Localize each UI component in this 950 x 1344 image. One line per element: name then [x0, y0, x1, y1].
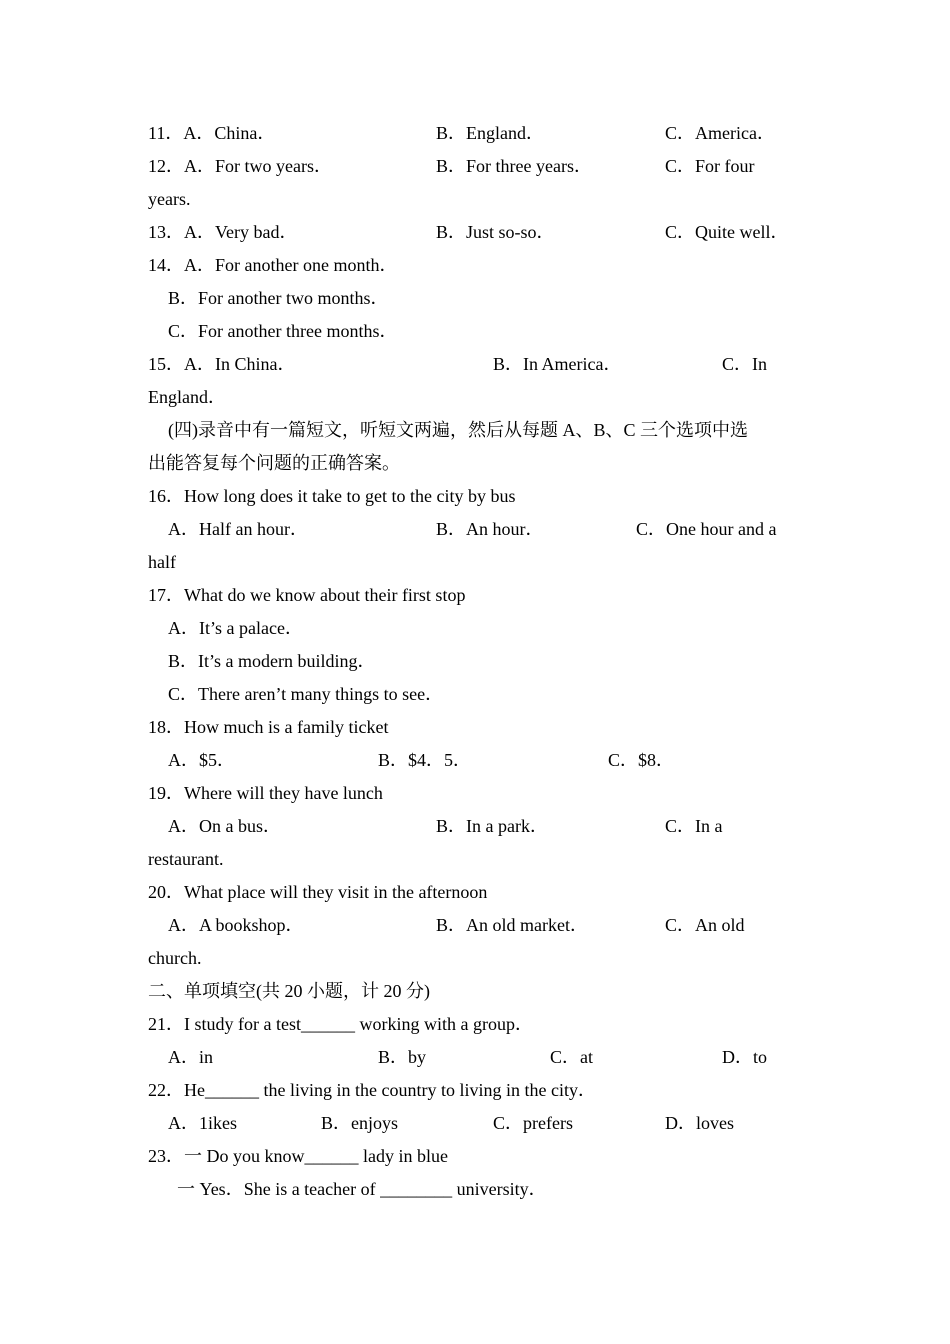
q17-option-a: A．It’s a palace．: [168, 618, 303, 638]
q16-stem: 16．How long does it take to get to the city by bus: [148, 486, 516, 506]
q16-option-b: B．An hour．: [436, 519, 544, 539]
q20-option-c: C．An old: [665, 915, 745, 935]
q18-option-a: A．$5．: [168, 750, 235, 770]
q23-reply: 一 Yes．She is a teacher of ________ university．: [177, 1179, 547, 1199]
q17-option-b: B．It’s a modern building．: [168, 651, 376, 671]
q22-option-c: C．prefers: [493, 1113, 573, 1133]
q21-option-a: A．in: [168, 1047, 213, 1067]
section4-instructions-line2: 出能答复每个问题的正确答案。: [148, 453, 400, 473]
q15-option-b: B．In America．: [493, 354, 622, 374]
q14-option-a: 14．A．For another one month．: [148, 255, 398, 275]
q22-stem: 22．He______ the living in the country to living in the city．: [148, 1080, 596, 1100]
q20-stem: 20．What place will they visit in the afternoon: [148, 882, 488, 902]
q21-option-d: D．to: [722, 1047, 767, 1067]
q18-option-b: B．$4．5．: [378, 750, 472, 770]
q17-option-c: C．There aren’t many things to see．: [168, 684, 444, 704]
q12-option-b: B．For three years．: [436, 156, 592, 176]
q16-option-c: C．One hour and a: [636, 519, 777, 539]
q11-option-b: B．England．: [436, 123, 544, 143]
q15-option-a: 15．A．In China．: [148, 354, 296, 374]
q14-option-c: C．For another three months．: [168, 321, 398, 341]
q13-option-a: 13．A．Very bad．: [148, 222, 298, 242]
q21-option-c: C．at: [550, 1047, 593, 1067]
q14-option-b: B．For another two months．: [168, 288, 389, 308]
section4-instructions-line1: (四)录音中有一篇短文，听短文两遍，然后从每题 A、B、C 三个选项中选: [168, 420, 748, 440]
q15-option-c-cont: England．: [148, 387, 226, 407]
q19-option-c: C．In a: [665, 816, 723, 836]
q12-option-c-cont: years.: [148, 189, 191, 209]
q12-option-a: 12．A．For two years．: [148, 156, 332, 176]
q16-option-c-cont: half: [148, 552, 176, 572]
q11-option-a: 11．A．China．: [148, 123, 276, 143]
q13-option-c: C．Quite well．: [665, 222, 789, 242]
q19-stem: 19．Where will they have lunch: [148, 783, 383, 803]
q20-option-a: A．A bookshop．: [168, 915, 304, 935]
part2-heading: 二、单项填空(共 20 小题，计 20 分): [148, 981, 430, 1001]
q22-option-b: B．enjoys: [321, 1113, 399, 1133]
q12-option-c: C．For four: [665, 156, 755, 176]
q11-option-c: C．America．: [665, 123, 775, 143]
q16-option-a: A．Half an hour．: [168, 519, 308, 539]
q20-option-c-cont: church.: [148, 948, 202, 968]
q20-option-b: B．An old market．: [436, 915, 588, 935]
q15-option-c: C．In: [722, 354, 767, 374]
q19-option-c-cont: restaurant.: [148, 849, 224, 869]
q22-option-d: D．loves: [665, 1113, 734, 1133]
q13-option-b: B．Just so-so．: [436, 222, 555, 242]
q22-option-a: A．1ikes: [168, 1113, 237, 1133]
q17-stem: 17．What do we know about their first stop: [148, 585, 466, 605]
q23-stem: 23．一 Do you know______ lady in blue: [148, 1146, 448, 1166]
q21-option-b: B．by: [378, 1047, 427, 1067]
q19-option-b: B．In a park．: [436, 816, 548, 836]
q18-option-c: C．$8．: [608, 750, 675, 770]
q21-stem: 21．I study for a test______ working with a group．: [148, 1014, 533, 1034]
q18-stem: 18．How much is a family ticket: [148, 717, 389, 737]
q19-option-a: A．On a bus．: [168, 816, 281, 836]
